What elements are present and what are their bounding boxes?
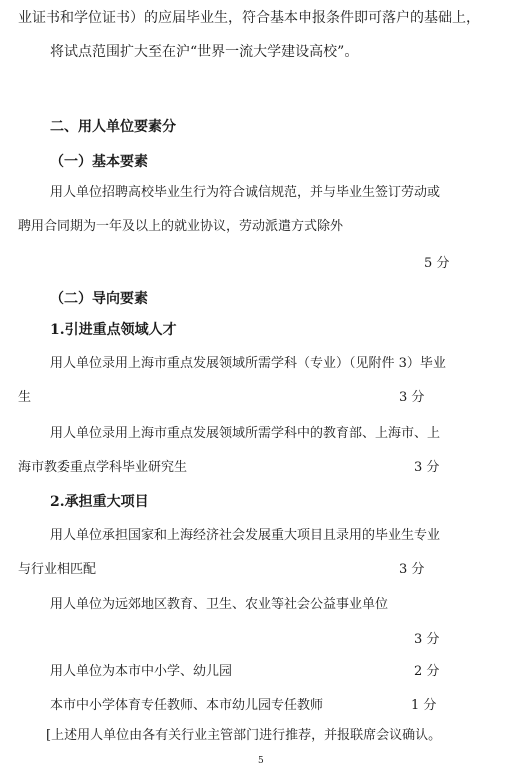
- body-text-line: 用人单位录用上海市重点发展领域所需学科中的教育部、上海市、上: [50, 426, 441, 441]
- body-text-line: 本市中小学体育专任教师、本市幼儿园专任教师: [50, 698, 324, 713]
- body-text-line: 与行业相匹配: [18, 562, 97, 577]
- section-heading: 二、用人单位要素分: [50, 119, 176, 135]
- body-text-line: 聘用合同期为一年及以上的就业协议，劳动派遣方式除外: [18, 219, 344, 234]
- body-text-line: 业证书和学位证书）的应届毕业生，符合基本申报条件即可落户的基础上，: [18, 10, 480, 26]
- score-value: 3 分: [399, 390, 425, 405]
- score-value: 3 分: [414, 632, 440, 647]
- score-value: 5 分: [424, 256, 450, 271]
- score-value: 3 分: [414, 460, 440, 475]
- page-number: 5: [258, 756, 264, 766]
- subsection-heading: （一）基本要素: [50, 154, 148, 170]
- score-value: 2 分: [414, 664, 440, 679]
- body-text-line: 用人单位承担国家和上海经济社会发展重大项目且录用的毕业生专业: [50, 528, 441, 543]
- body-text-line: 将试点范围扩大至在沪“世界一流大学建设高校”。: [50, 44, 359, 60]
- score-value: 1 分: [411, 698, 437, 713]
- body-text-line: 用人单位为远郊地区教育、卫生、农业等社会公益事业单位: [50, 597, 389, 612]
- body-text-line: 用人单位招聘高校毕业生行为符合诚信规范，并与毕业生签订劳动或: [50, 185, 441, 200]
- body-text-line: 用人单位为本市中小学、幼儿园: [50, 664, 233, 679]
- note-text: [上述用人单位由各有关行业主管部门进行推荐，并报联席会议确认。: [46, 728, 442, 743]
- subsection-heading: （二）导向要素: [50, 291, 148, 307]
- body-text-line: 海市教委重点学科毕业研究生: [18, 460, 188, 475]
- item-heading: 2.承担重大项目: [50, 494, 149, 510]
- body-text-line: 生: [18, 390, 32, 405]
- score-value: 3 分: [399, 562, 425, 577]
- body-text-line: 用人单位录用上海市重点发展领域所需学科（专业）（见附件 3）毕业: [50, 356, 446, 371]
- item-heading: 1.引进重点领域人才: [50, 322, 177, 338]
